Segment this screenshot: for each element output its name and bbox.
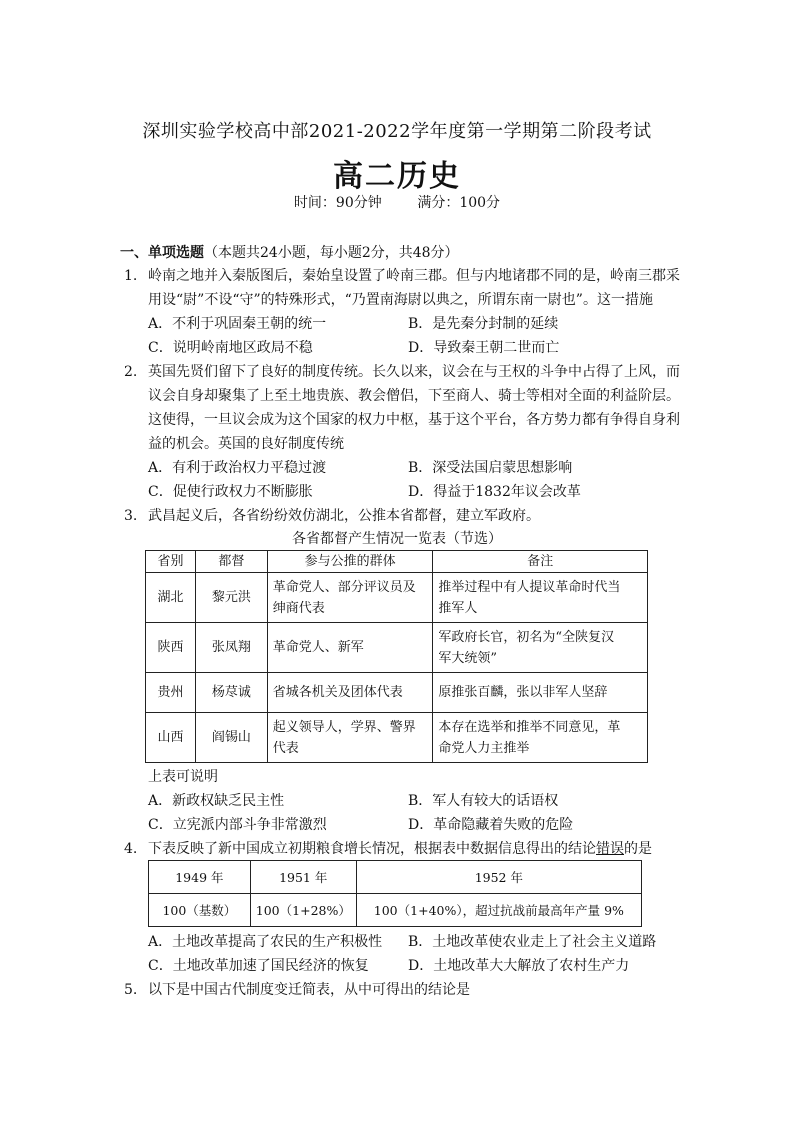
table-header-row <box>149 861 642 894</box>
province-cell: 陕西 <box>146 623 196 673</box>
q2-option-b[interactable]: B．深受法国启蒙思想影响 <box>408 460 573 476</box>
table-row <box>146 573 648 623</box>
q5-number: 5. <box>124 982 138 998</box>
q3-option-c[interactable]: C．立宪派内部斗争非常激烈 <box>148 817 327 833</box>
exam-meta: 时间：90分钟 满分：100分 <box>293 195 501 211</box>
table-header-cell: 省别 <box>146 551 196 573</box>
province-cell: 湖北 <box>146 573 196 623</box>
governor-table <box>145 550 648 763</box>
q1-option-b[interactable]: B．是先秦分封制的延续 <box>408 316 559 332</box>
province-cell: 山西 <box>146 713 196 763</box>
subject-title: 高二历史 <box>333 159 461 194</box>
table-header-cell: 1951 年 <box>250 861 356 894</box>
q2-option-d[interactable]: D．得益于1832年议会改革 <box>408 484 581 500</box>
q2-number: 2. <box>124 364 138 380</box>
section-note: （本题共24小题，每小题2分，共48分） <box>204 245 459 261</box>
notes-line: 本存在选举和推举不同意见，革 <box>438 719 621 735</box>
q5-line: 以下是中国古代制度变迁简表，从中可得出的结论是 <box>148 982 470 998</box>
table-row <box>149 894 642 927</box>
groups-cell <box>267 573 433 623</box>
groups-cell <box>267 673 433 713</box>
q4-line-pre: 下表反映了新中国成立初期粮食增长情况，根据表中数据信息得出的结论 <box>148 841 596 857</box>
q2-line: 益的机会。英国的良好制度传统 <box>148 436 344 452</box>
q2-line: 这使得，一旦议会成为这个国家的权力中枢，基于这个平台，各方势力都有争得自身利 <box>148 412 680 428</box>
table-cell: 100（1+28%） <box>250 894 356 927</box>
table-header-cell: 1949 年 <box>149 861 251 894</box>
governor-cell: 杨荩诚 <box>195 673 267 713</box>
governor-cell: 阎锡山 <box>195 713 267 763</box>
groups-line: 绅商代表 <box>272 600 325 616</box>
section-label: 一、单项选题 <box>120 245 204 261</box>
groups-line: 起义领导人，学界、警界 <box>272 719 416 735</box>
groups-line: 革命党人、新军 <box>272 640 364 655</box>
q4-option-c[interactable]: C．土地改革加速了国民经济的恢复 <box>148 958 369 974</box>
q1-number: 1. <box>124 268 138 284</box>
q2-line: 英国先贤们留下了良好的制度传统。长久以来，议会在与王权的斗争中占得了上风，而 <box>148 364 680 380</box>
q3-option-b[interactable]: B．军人有较大的话语权 <box>408 793 559 809</box>
school-title: 深圳实验学校高中部2021-2022学年度第一学期第二阶段考试 <box>142 121 652 142</box>
groups-cell <box>267 713 433 763</box>
q3-after: 上表可说明 <box>148 769 218 785</box>
q4-line <box>148 838 652 860</box>
table-header-cell: 都督 <box>195 551 267 573</box>
governor-cell: 黎元洪 <box>195 573 267 623</box>
q2-line: 议会自身却聚集了上至土地贵族、教会僧侣，下至商人、骑士等相对全面的利益阶层。 <box>148 388 680 404</box>
q3-number: 3. <box>124 508 138 524</box>
notes-line: 军政府长官，初名为“全陕复汉 <box>438 629 615 645</box>
table-header-row <box>146 551 648 573</box>
q3-table-caption: 各省都督产生情况一览表（节选） <box>292 531 502 547</box>
q3-option-d[interactable]: D．革命隐藏着失败的危险 <box>408 817 574 833</box>
governor-cell: 张凤翔 <box>195 623 267 673</box>
q1-option-a[interactable]: A．不利于巩固秦王朝的统一 <box>148 316 327 332</box>
table-header-cell: 1952 年 <box>356 861 641 894</box>
q4-option-a[interactable]: A．土地改革提高了农民的生产积极性 <box>148 934 383 950</box>
notes-line: 军大统领” <box>438 650 498 666</box>
q1-option-c[interactable]: C．说明岭南地区政局不稳 <box>148 340 313 356</box>
q1-line: 岭南之地并入秦版图后，秦始皇设置了岭南三郡。但与内地诸郡不同的是，岭南三郡采 <box>148 268 680 284</box>
q3-option-a[interactable]: A．新政权缺乏民主性 <box>148 793 285 809</box>
q4-option-d[interactable]: D．土地改革大大解放了农村生产力 <box>408 958 630 974</box>
notes-cell <box>433 573 648 623</box>
table-row <box>146 673 648 713</box>
section-heading <box>120 242 459 262</box>
table-row <box>146 623 648 673</box>
groups-cell <box>267 623 433 673</box>
grain-table <box>148 860 642 927</box>
q3-line: 武昌起义后，各省纷纷效仿湖北，公推本省都督，建立军政府。 <box>148 508 540 524</box>
groups-line: 代表 <box>272 740 299 756</box>
table-cell: 100（1+40%），超过抗战前最高年产量 9% <box>356 894 641 927</box>
q4-option-b[interactable]: B．土地改革使农业走上了社会主义道路 <box>408 934 657 950</box>
table-header-cell: 备注 <box>433 551 648 573</box>
q4-line-post: 的是 <box>624 841 652 857</box>
notes-cell <box>433 673 648 713</box>
notes-cell <box>433 713 648 763</box>
q4-number: 4. <box>124 841 138 857</box>
q2-option-a[interactable]: A．有利于政治权力平稳过渡 <box>148 460 327 476</box>
table-cell: 100（基数） <box>149 894 251 927</box>
q2-option-c[interactable]: C．促使行政权力不断膨胀 <box>148 484 313 500</box>
q4-emphasis: 错误 <box>596 841 624 857</box>
q1-line: 用设“尉”不设“守”的特殊形式，“乃置南海尉以典之，所谓东南一尉也”。这一措施 <box>148 292 653 308</box>
table-row <box>146 713 648 763</box>
notes-cell <box>433 623 648 673</box>
notes-line: 推举过程中有人提议革命时代当 <box>438 579 621 595</box>
groups-line: 省城各机关及团体代表 <box>272 685 403 700</box>
table-header-cell: 参与公推的群体 <box>267 551 433 573</box>
notes-line: 原推张百麟，张以非军人坚辞 <box>438 685 608 700</box>
q1-option-d[interactable]: D．导致秦王朝二世而亡 <box>408 340 560 356</box>
province-cell: 贵州 <box>146 673 196 713</box>
notes-line: 命党人力主推举 <box>438 740 530 756</box>
notes-line: 推军人 <box>438 600 478 616</box>
groups-line: 革命党人、部分评议员及 <box>272 579 416 595</box>
